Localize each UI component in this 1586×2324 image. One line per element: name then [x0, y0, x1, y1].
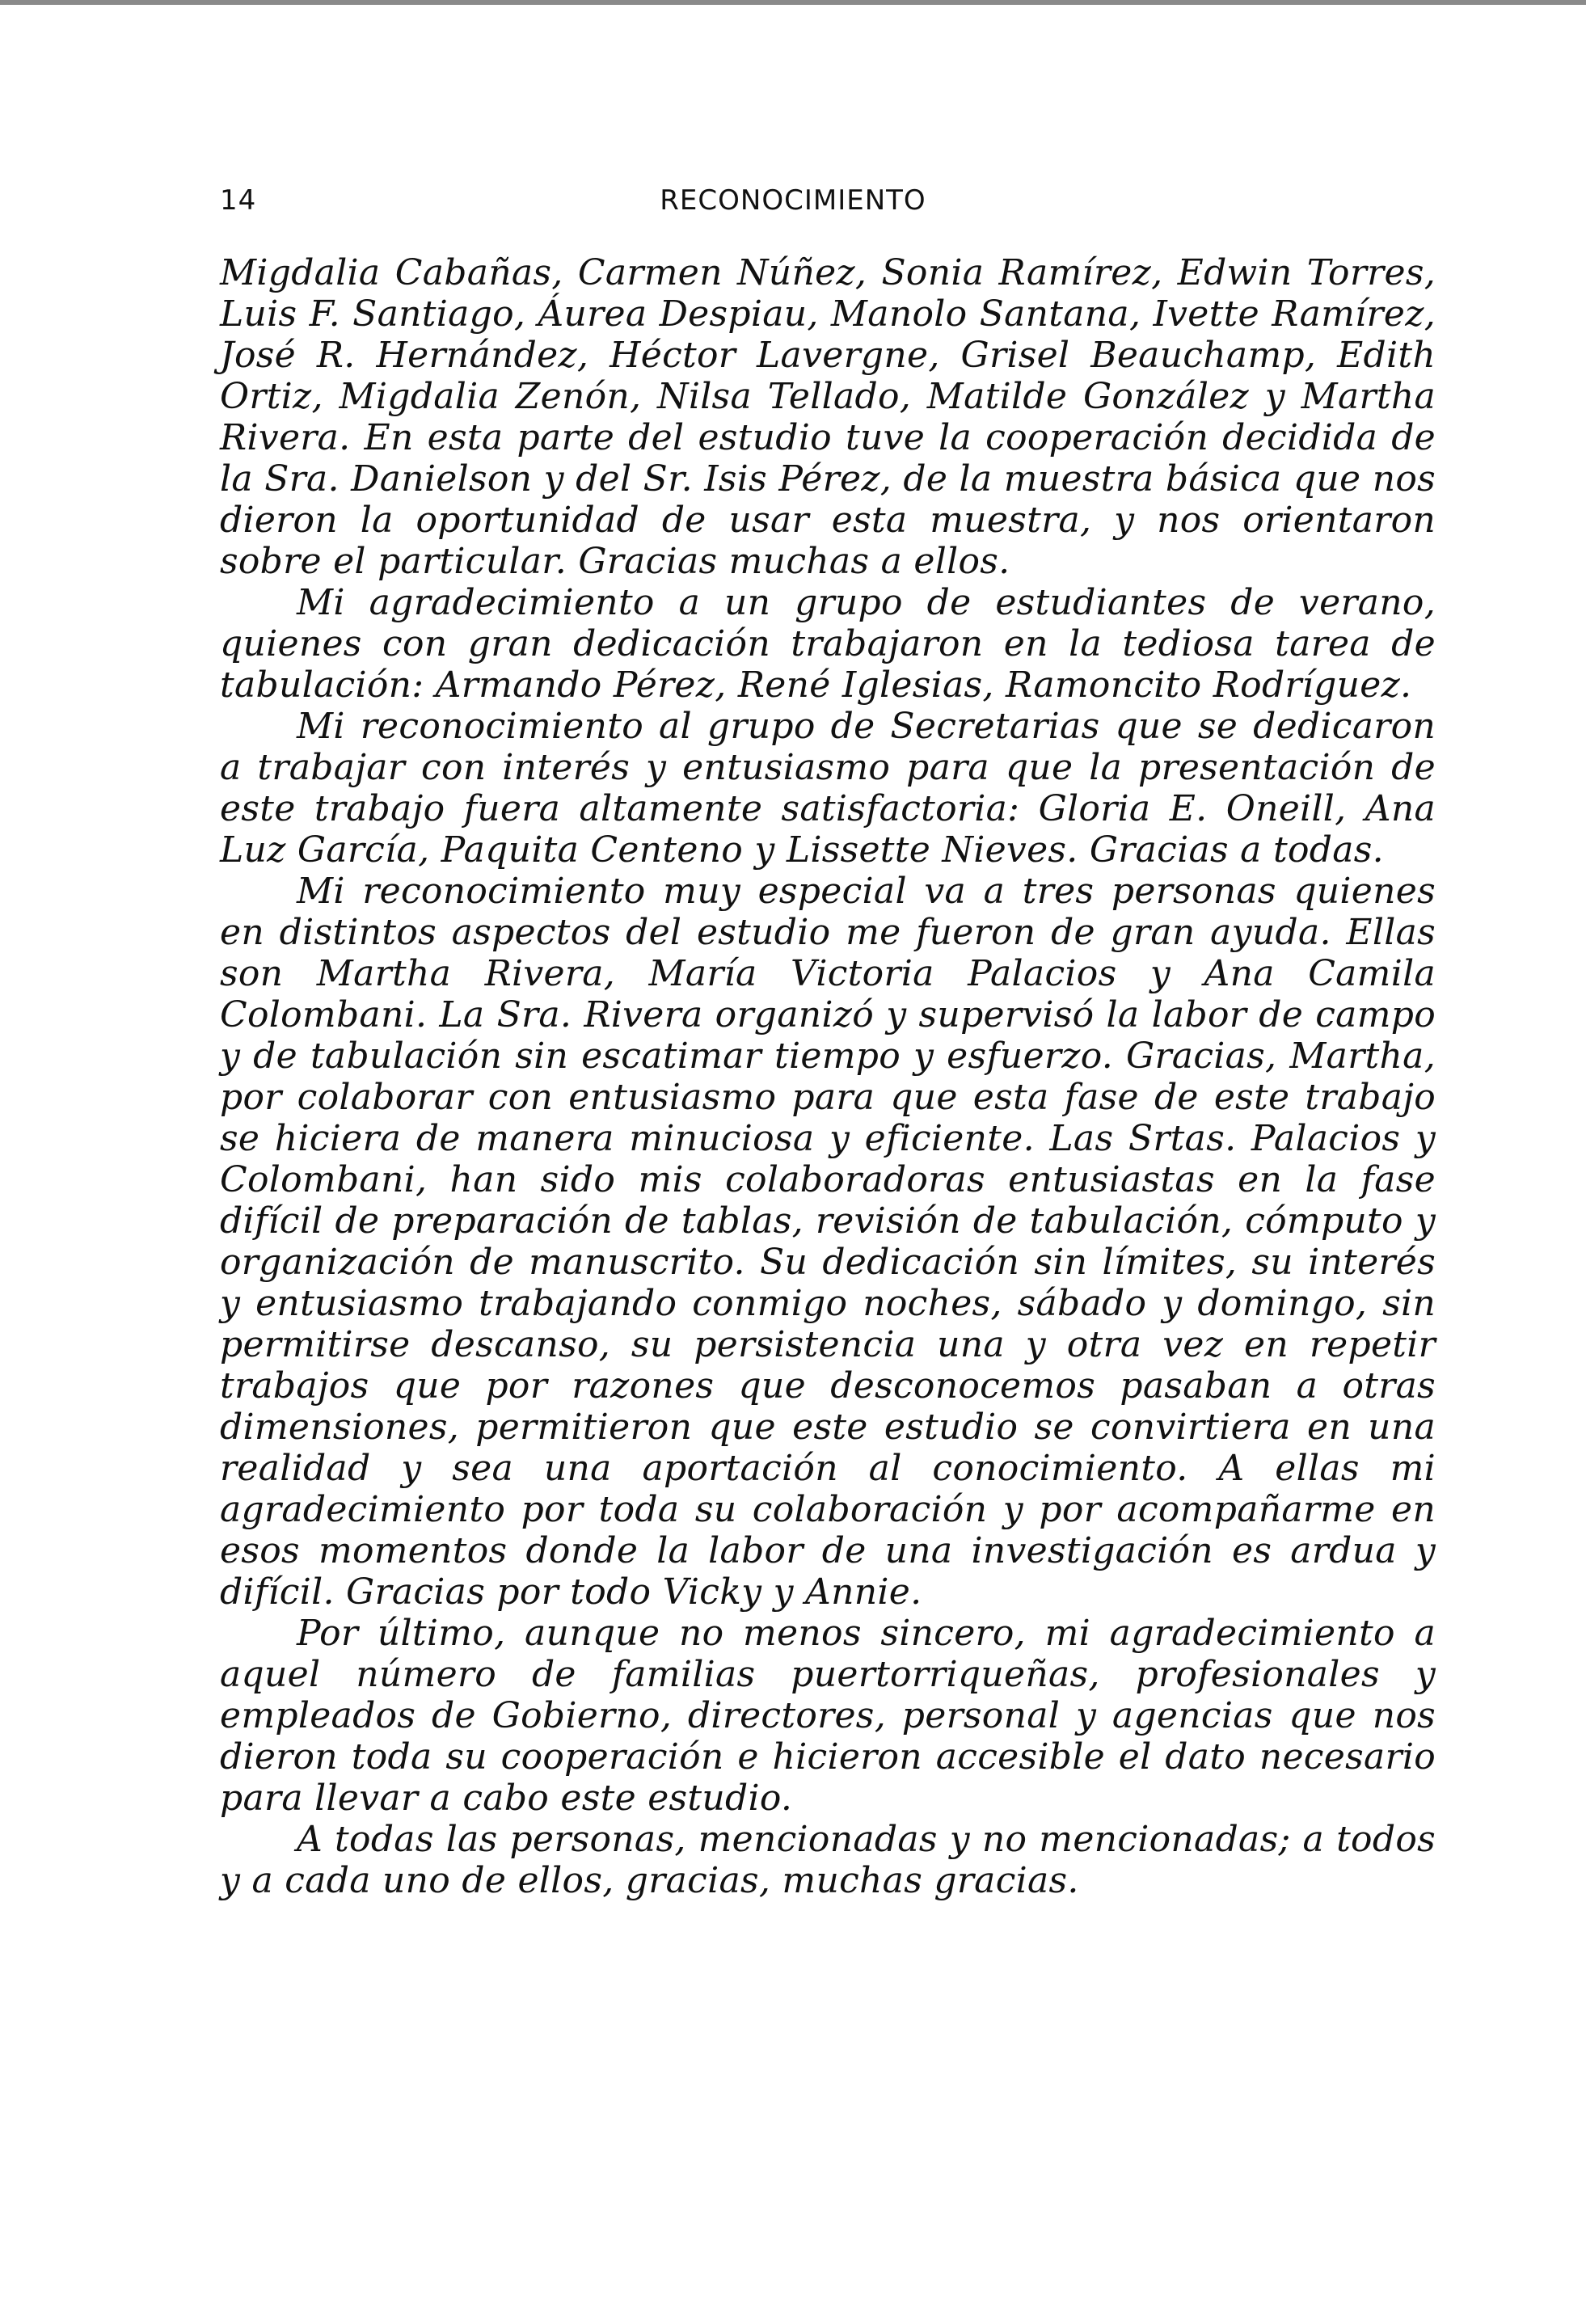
paragraph-5: Por último, aunque no menos sincero, mi agradecimiento a aquel número de familias puertorriqueñas, profesionales y empleados de Gobierno, directores, personal y agencias que nos dieron toda su cooperación e hicieron accesible el dato necesario para llevar a cabo este estudio.	[220, 1613, 1436, 1819]
paragraph-4: Mi reconocimiento muy especial va a tres personas quienes en distintos aspectos del estudio me fueron de gran ayuda. Ellas son Martha Rivera, María Victoria Palacios y Ana Camila Colombani. La Sra. Rivera organizó y supervisó la labor de campo y de tabulación sin escatimar tiempo y esfuerzo. Gracias, Martha, por colaborar con entusiasmo para que esta fase de este trabajo se hiciera de manera minuciosa y eficiente. Las Srtas. Palacios y Colombani, han sido mis colaboradoras entusiastas en la fase difícil de preparación de tablas, revisión de tabulación, cómputo y organización de manuscrito. Su dedicación sin límites, su interés y entusiasmo trabajando conmigo noches, sábado y domingo, sin permitirse descanso, su persistencia una y otra vez en repetir trabajos que por razones que desconocemos pasaban a otras dimensiones, permitieron que este estudio se convirtiera en una realidad y sea una aportación al conocimiento. A ellas mi agradecimiento por toda su colaboración y por acompañarme en esos momentos donde la labor de una investigación es ardua y difícil. Gracias por todo Vicky y Annie.	[220, 871, 1436, 1613]
paragraph-2: Mi agradecimiento a un grupo de estudiantes de verano, quienes con gran dedicación trabajaron en la tediosa tarea de tabulación: Armando Pérez, René Iglesias, Ramoncito Rodríguez.	[220, 582, 1436, 706]
running-title: RECONOCIMIENTO	[660, 184, 926, 217]
paragraph-1: Migdalia Cabañas, Carmen Núñez, Sonia Ramírez, Edwin Torres, Luis F. Santiago, Áurea Despiau, Manolo Santana, Ivette Ramírez, José R. Hernández, Héctor Lavergne, Grisel Beauchamp, Edith Ortiz, Migdalia Zenón, Nilsa Tellado, Matilde González y Martha Rivera. En esta parte del estudio tuve la cooperación decidida de la Sra. Danielson y del Sr. Isis Pérez, de la muestra básica que nos dieron la oportunidad de usar esta muestra, y nos orientaron sobre el particular. Gracias muchas a ellos.	[220, 252, 1436, 582]
body-text	[220, 252, 1436, 1901]
page-number: 14	[220, 184, 257, 217]
page-top-edge	[0, 0, 1586, 5]
paragraph-3: Mi reconocimiento al grupo de Secretarias que se dedicaron a trabajar con interés y entusiasmo para que la presentación de este trabajo fuera altamente satisfactoria: Gloria E. Oneill, Ana Luz García, Paquita Centeno y Lissette Nieves. Gracias a todas.	[220, 706, 1436, 871]
paragraph-6: A todas las personas, mencionadas y no mencionadas; a todos y a cada uno de ellos, gracias, muchas gracias.	[220, 1819, 1436, 1901]
